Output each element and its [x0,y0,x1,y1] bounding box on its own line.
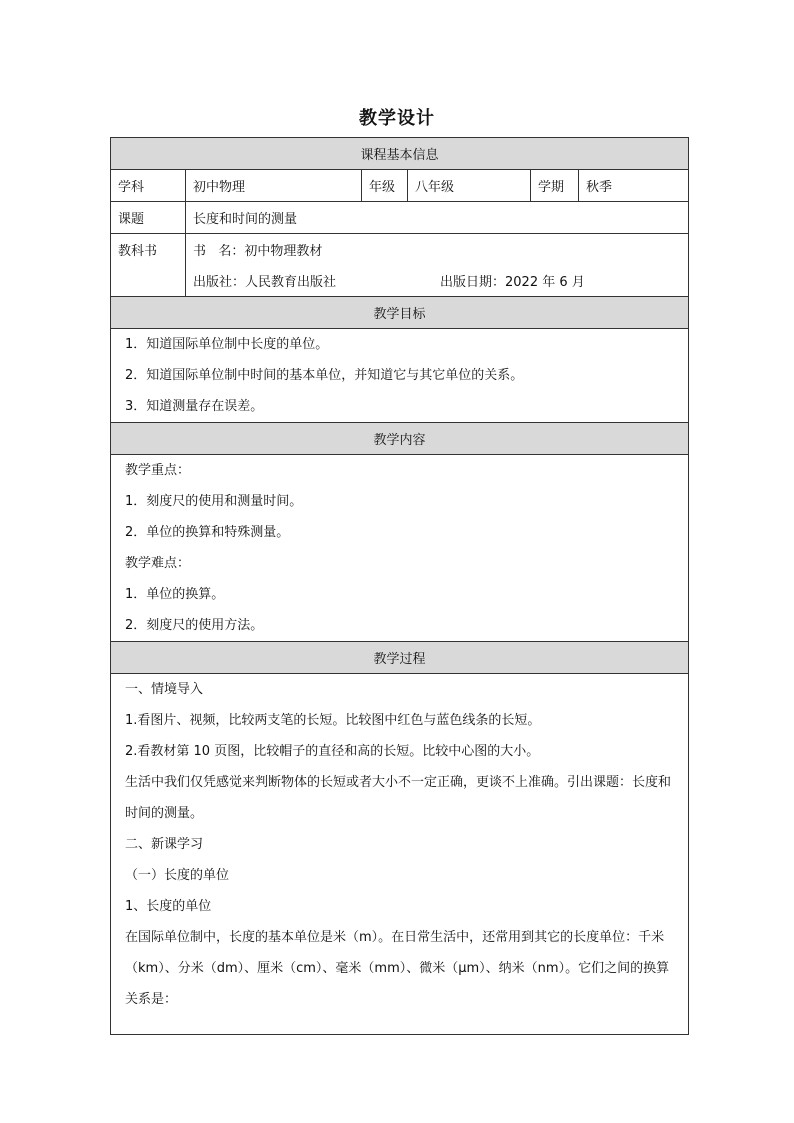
book-name-text: 书 名：初中物理教材 [193,244,323,259]
publish-date: 出版日期：2022 年 6 月 [440,275,585,290]
subject-value: 初中物理 [186,170,362,202]
intro-item: 1.看图片、视频，比较两支笔的长短。比较图中红色与蓝色线条的长短。 [125,713,541,728]
length-unit-paragraph: 在国际单位制中，长度的基本单位是米（m）。在日常生活中，还常用到其它的长度单位：千米（km）、分米（dm）、厘米（cm）、毫米（mm）、微米（μm）、纳米（nm）。它们之间的换算关系是： [125,930,670,1007]
objective-item: 1．知道国际单位制中长度的单位。 [125,337,329,352]
process-block [111,674,689,1035]
topic-value: 长度和时间的测量 [186,202,689,234]
content-block [111,455,689,642]
length-unit-heading: （一）长度的单位 [125,868,230,883]
intro-paragraph: 生活中我们仅凭感觉来判断物体的长短或者大小不一定正确，更谈不上准确。引出课题：长度和时间的测量。 [125,775,672,821]
objective-item: 3．知道测量存在误差。 [125,399,264,414]
objective-item: 2．知道国际单位制中时间的基本单位，并知道它与其它单位的关系。 [125,368,524,383]
grade-label: 年级 [362,170,408,202]
difficult-points-heading: 教学难点： [125,556,191,571]
content-item: 1．单位的换算。 [125,587,225,602]
term-value: 秋季 [579,170,689,202]
intro-item: 2.看教材第 10 页图，比较帽子的直径和高的长短。比较中心图的大小。 [125,744,540,759]
content-item: 2．单位的换算和特殊测量。 [125,525,290,540]
textbook-label: 教科书 [118,244,158,259]
content-item: 1．刻度尺的使用和测量时间。 [125,494,303,509]
section-content: 教学内容 [111,423,689,455]
grade-value: 八年级 [408,170,531,202]
section-objectives: 教学目标 [111,297,689,329]
book-name [193,234,681,265]
objectives-block [111,329,689,423]
section-process: 教学过程 [111,642,689,674]
term-label: 学期 [531,170,579,202]
publisher-row [193,265,681,296]
section-basic-info: 课程基本信息 [111,138,689,170]
publisher: 出版社：人民教育出版社 [193,275,337,290]
lesson-plan-table [110,137,689,1035]
subject-label: 学科 [111,170,186,202]
new-lesson-heading: 二、新课学习 [125,837,204,852]
content-item: 2．刻度尺的使用方法。 [125,618,264,633]
page-title: 教学设计 [359,108,435,129]
key-points-heading: 教学重点： [125,463,191,478]
intro-heading: 一、情境导入 [125,682,204,697]
length-unit-subheading: 1、长度的单位 [125,899,212,914]
topic-label: 课题 [111,202,186,234]
